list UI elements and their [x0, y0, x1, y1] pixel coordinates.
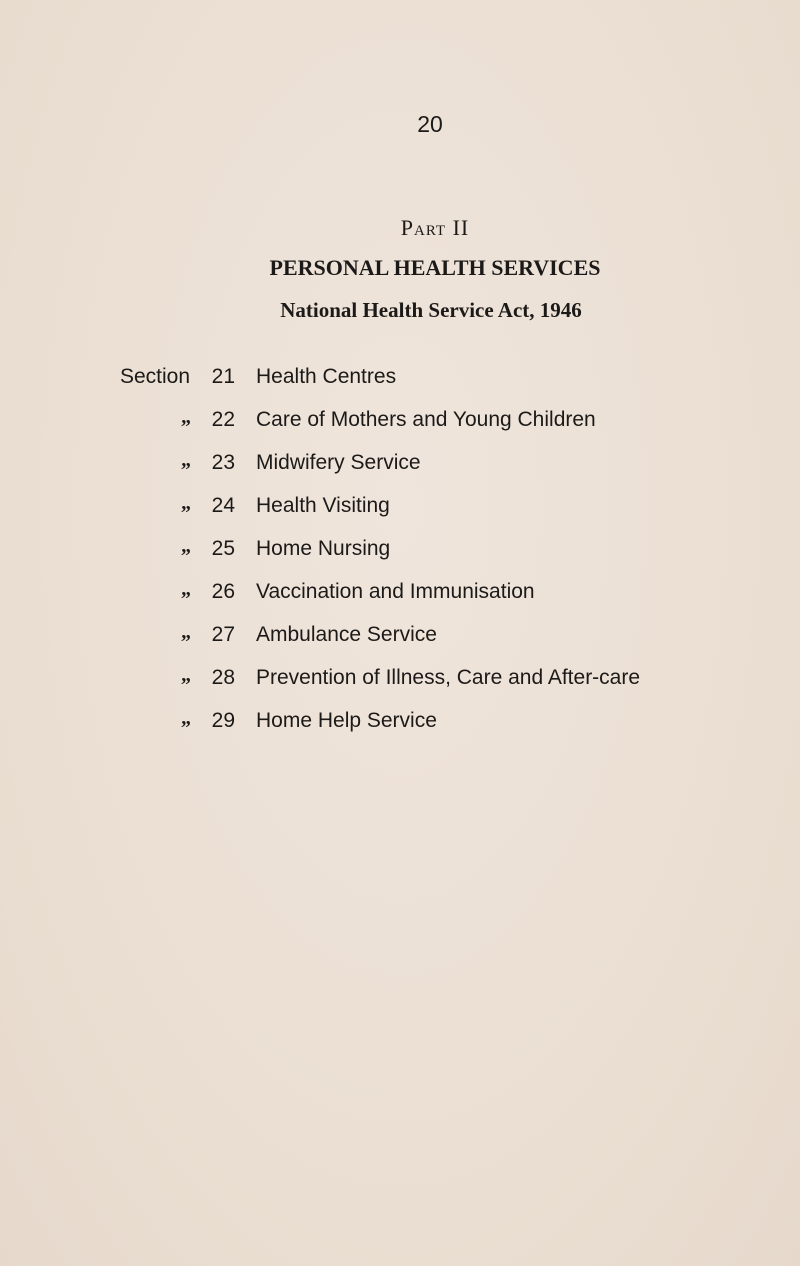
ditto-mark: „ — [181, 449, 191, 471]
ditto-mark: „ — [181, 621, 191, 643]
section-label: Home Help Service — [256, 709, 437, 732]
section-number: 22 — [211, 408, 235, 431]
section-row-24 — [0, 486, 800, 529]
section-number: 24 — [211, 494, 235, 517]
section-label: Prevention of Illness, Care and After-care — [256, 666, 641, 689]
section-label: Health Centres — [256, 365, 397, 388]
section-row-25 — [0, 529, 800, 572]
section-label: Midwifery Service — [256, 451, 421, 474]
section-number: 27 — [211, 623, 235, 646]
section-row-27 — [0, 615, 800, 658]
section-number: 28 — [211, 666, 235, 689]
page-number: 20 — [417, 111, 443, 137]
section-number: 21 — [211, 365, 235, 388]
section-row-22 — [0, 400, 800, 443]
part-heading — [0, 215, 800, 241]
ditto-mark: „ — [181, 707, 191, 729]
section-row-26 — [0, 572, 800, 615]
section-label: Health Visiting — [256, 494, 390, 517]
main-title: PERSONAL HEALTH SERVICES — [269, 255, 601, 280]
section-number: 26 — [211, 580, 235, 603]
section-number: 23 — [211, 451, 235, 474]
section-label: Vaccination and Immunisation — [256, 580, 535, 603]
section-row-29 — [0, 701, 800, 744]
ditto-mark: „ — [181, 578, 191, 600]
section-row-28 — [0, 658, 800, 701]
section-row-21 — [0, 357, 800, 400]
ditto-mark: „ — [181, 406, 191, 428]
ditto-mark: „ — [181, 664, 191, 686]
section-row-23 — [0, 443, 800, 486]
ditto-mark: „ — [181, 492, 191, 514]
part-heading-text: Part II — [400, 215, 470, 240]
section-number: 29 — [211, 709, 235, 732]
section-label: Home Nursing — [256, 537, 391, 560]
section-label: Ambulance Service — [256, 623, 437, 646]
section-list — [0, 357, 800, 744]
act-title: National Health Service Act, 1946 — [280, 298, 582, 322]
ditto-mark: „ — [181, 535, 191, 557]
section-number: 25 — [211, 537, 235, 560]
section-label: Care of Mothers and Young Children — [256, 408, 596, 431]
section-prefix: Section — [120, 365, 191, 388]
